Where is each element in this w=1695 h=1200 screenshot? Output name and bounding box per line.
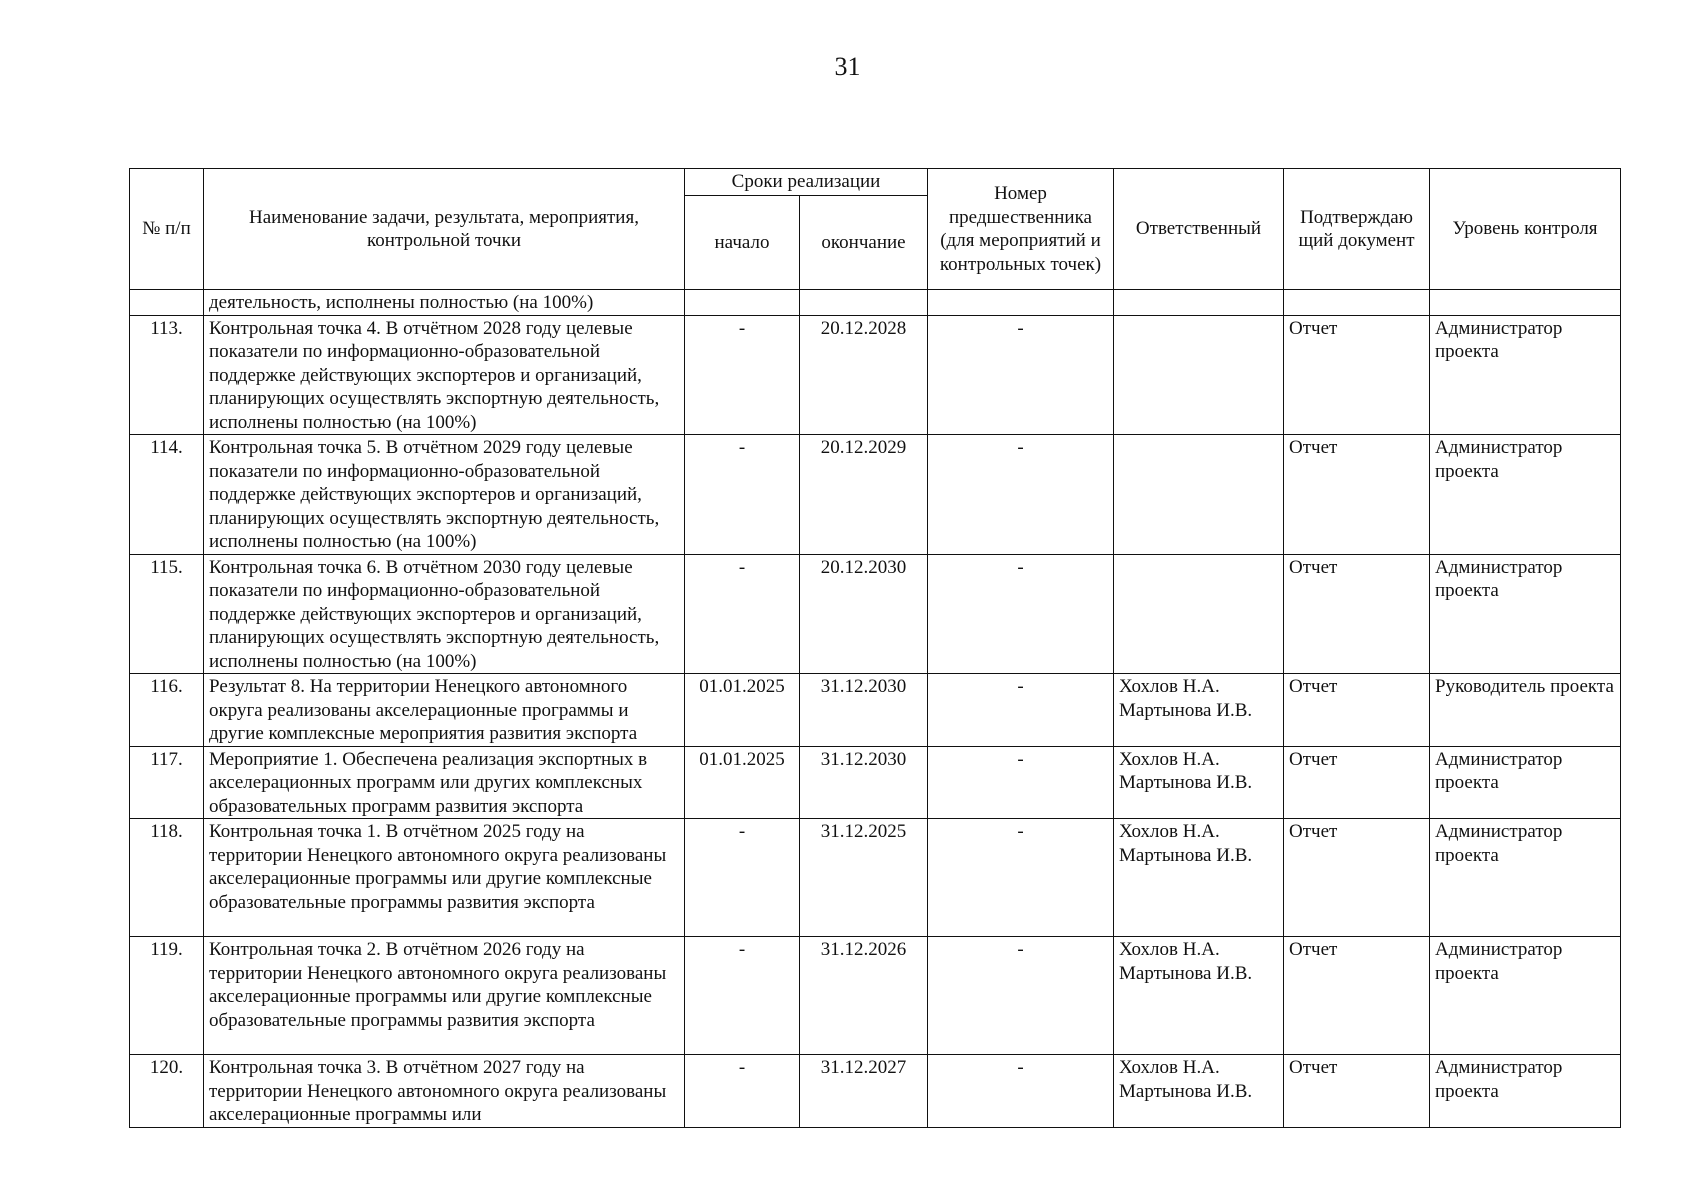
cell-name: Контрольная точка 6. В отчётном 2030 году целевые показатели по информационно-образовательной поддержке действующих экспортеров и организаций, планирующих осуществлять экспортную деятельность, исполнены полностью (на 100%) — [204, 554, 685, 674]
cell-control: Администратор проекта — [1430, 315, 1621, 435]
cell-predecessor: - — [928, 435, 1114, 555]
header-name: Наименование задачи, результата, мероприятия, контрольной точки — [204, 169, 685, 290]
cell-num: 120. — [130, 1055, 204, 1128]
cell-predecessor: - — [928, 819, 1114, 937]
cell-num: 113. — [130, 315, 204, 435]
cell-name: Контрольная точка 3. В отчётном 2027 году на территории Ненецкого автономного округа реализованы акселерационные программы или — [204, 1055, 685, 1128]
cell-responsible: Хохлов Н.А. Мартынова И.В. — [1114, 819, 1284, 937]
cell-responsible: Хохлов Н.А. Мартынова И.В. — [1114, 1055, 1284, 1128]
cell-predecessor: - — [928, 315, 1114, 435]
cell-document: Отчет — [1284, 554, 1430, 674]
cell-start: - — [685, 937, 800, 1055]
cell-start: - — [685, 554, 800, 674]
cell-control: Администратор проекта — [1430, 1055, 1621, 1128]
cell-responsible: Хохлов Н.А. Мартынова И.В. — [1114, 937, 1284, 1055]
cell-predecessor: - — [928, 937, 1114, 1055]
cell-document: Отчет — [1284, 746, 1430, 819]
cell-control: Руководитель проекта — [1430, 674, 1621, 747]
cell-start: 01.01.2025 — [685, 674, 800, 747]
cell-num: 115. — [130, 554, 204, 674]
cell-end: 31.12.2030 — [800, 746, 928, 819]
cell-responsible: Хохлов Н.А. Мартынова И.В. — [1114, 674, 1284, 747]
cell-end: 20.12.2029 — [800, 435, 928, 555]
cell-name: Контрольная точка 5. В отчётном 2029 году целевые показатели по информационно-образовательной поддержке действующих экспортеров и организаций, планирующих осуществлять экспортную деятельность, исполнены полностью (на 100%) — [204, 435, 685, 555]
cell-responsible: Хохлов Н.А. Мартынова И.В. — [1114, 746, 1284, 819]
cell-control: Администратор проекта — [1430, 937, 1621, 1055]
header-start: начало — [685, 196, 800, 290]
cell-control — [1430, 290, 1621, 316]
cell-document: Отчет — [1284, 819, 1430, 937]
cell-document: Отчет — [1284, 937, 1430, 1055]
cell-predecessor — [928, 290, 1114, 316]
header-num: № п/п — [130, 169, 204, 290]
table-row — [130, 746, 1621, 819]
cell-responsible — [1114, 290, 1284, 316]
cell-num — [130, 290, 204, 316]
cell-predecessor: - — [928, 554, 1114, 674]
cell-start: - — [685, 315, 800, 435]
cell-document: Отчет — [1284, 315, 1430, 435]
cell-num: 114. — [130, 435, 204, 555]
plan-table-container — [129, 168, 1620, 1128]
table-body — [130, 290, 1621, 1128]
cell-control: Администратор проекта — [1430, 819, 1621, 937]
cell-end — [800, 290, 928, 316]
cell-responsible — [1114, 315, 1284, 435]
cell-responsible — [1114, 554, 1284, 674]
cell-num: 117. — [130, 746, 204, 819]
header-responsible: Ответственный — [1114, 169, 1284, 290]
cell-document — [1284, 290, 1430, 316]
header-document: Подтверждаю щий документ — [1284, 169, 1430, 290]
table-row — [130, 819, 1621, 937]
cell-name: Мероприятие 1. Обеспечена реализация экспортных в акселерационных программ или других комплексных образовательных программ развития экспорта — [204, 746, 685, 819]
cell-start: 01.01.2025 — [685, 746, 800, 819]
cell-predecessor: - — [928, 746, 1114, 819]
table-row — [130, 554, 1621, 674]
cell-start: - — [685, 435, 800, 555]
cell-responsible — [1114, 435, 1284, 555]
cell-name: Контрольная точка 2. В отчётном 2026 году на территории Ненецкого автономного округа реализованы акселерационные программы или другие комплексные образовательные программы развития экспорта — [204, 937, 685, 1055]
cell-num: 119. — [130, 937, 204, 1055]
cell-start: - — [685, 819, 800, 937]
cell-predecessor: - — [928, 674, 1114, 747]
table-header — [130, 169, 1621, 290]
cell-name: Контрольная точка 1. В отчётном 2025 году на территории Ненецкого автономного округа реализованы акселерационные программы или другие комплексные образовательные программы развития экспорта — [204, 819, 685, 937]
cell-name: Результат 8. На территории Ненецкого автономного округа реализованы акселерационные программы и другие комплексные мероприятия развития экспорта — [204, 674, 685, 747]
cell-document: Отчет — [1284, 674, 1430, 747]
cell-end: 31.12.2030 — [800, 674, 928, 747]
header-control: Уровень контроля — [1430, 169, 1621, 290]
cell-control: Администратор проекта — [1430, 435, 1621, 555]
cell-document: Отчет — [1284, 1055, 1430, 1128]
table-row — [130, 1055, 1621, 1128]
header-terms: Сроки реализации — [685, 169, 928, 196]
cell-control: Администратор проекта — [1430, 554, 1621, 674]
header-predecessor: Номер предшественника (для мероприятий и контрольных точек) — [928, 169, 1114, 290]
table-row — [130, 674, 1621, 747]
cell-document: Отчет — [1284, 435, 1430, 555]
page-number: 31 — [834, 52, 861, 81]
cell-end: 31.12.2027 — [800, 1055, 928, 1128]
cell-num: 118. — [130, 819, 204, 937]
cell-name: Контрольная точка 4. В отчётном 2028 году целевые показатели по информационно-образовательной поддержке действующих экспортеров и организаций, планирующих осуществлять экспортную деятельность, исполнены полностью (на 100%) — [204, 315, 685, 435]
cell-control: Администратор проекта — [1430, 746, 1621, 819]
cell-start — [685, 290, 800, 316]
cell-end: 31.12.2025 — [800, 819, 928, 937]
cell-end: 31.12.2026 — [800, 937, 928, 1055]
cell-name: деятельность, исполнены полностью (на 100%) — [204, 290, 685, 316]
table-row — [130, 315, 1621, 435]
cell-predecessor: - — [928, 1055, 1114, 1128]
plan-table — [129, 168, 1621, 1128]
cell-start: - — [685, 1055, 800, 1128]
cell-end: 20.12.2030 — [800, 554, 928, 674]
table-row — [130, 937, 1621, 1055]
header-end: окончание — [800, 196, 928, 290]
cell-num: 116. — [130, 674, 204, 747]
cell-end: 20.12.2028 — [800, 315, 928, 435]
table-row — [130, 290, 1621, 316]
table-row — [130, 435, 1621, 555]
